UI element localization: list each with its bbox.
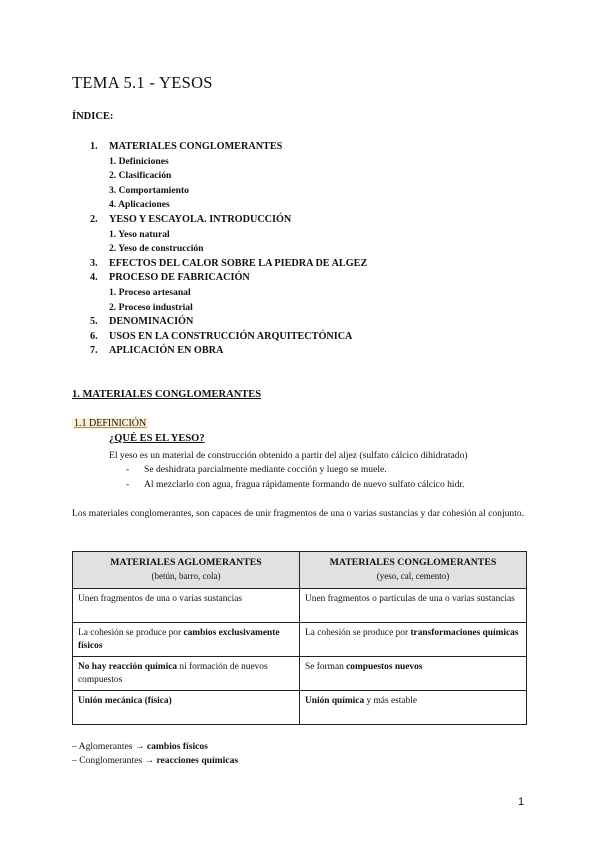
table-cell: Unen fragmentos de una o varias sustancias [73,589,300,623]
toc-subitem: 3. Comportamiento [109,184,189,196]
toc-item: 1. MATERIALES CONGLOMERANTES [90,141,283,152]
definition-block [109,449,539,492]
note-line: – Conglomerantes → reacciones químicas [72,755,239,767]
bullet-item: - Al mezclarlo con agua, fragua rápidamente formando de nuevo sulfato cálcico hidr. [126,478,465,490]
section-heading: 1. MATERIALES CONGLOMERANTES [72,389,262,400]
table-row [73,589,527,623]
table-cell: La cohesión se produce por cambios exclusivamente físicos [73,623,300,657]
question-heading: ¿QUÉ ES EL YESO? [109,433,205,444]
toc-item: 6. USOS EN LA CONSTRUCCIÓN ARQUITECTÓNICA [90,330,353,342]
toc-subitem: 1. Yeso natural [109,228,170,240]
table-row [73,691,527,725]
toc-item: 3. EFECTOS DEL CALOR SOBRE LA PIEDRA DE ALGEZ [90,257,368,269]
table-row [73,657,527,691]
table-header-cell: MATERIALES CONGLOMERANTES (yeso, cal, cemento) [300,552,527,589]
table-header-row [73,552,527,589]
note-line: – Aglomerantes → cambios físicos [72,741,208,752]
subsection-heading: 1.1 DEFINICIÓN [74,418,147,429]
comparison-table [72,551,527,725]
page-title: TEMA 5.1 - YESOS [72,73,213,92]
bullet-item: - Se deshidrata parcialmente mediante cocción y luego se muele. [126,464,387,476]
intro-paragraph: Los materiales conglomerantes, son capaces de unir fragmentos de una o varias sustancias y dar cohesión al conjunto. [72,508,525,519]
toc-subitem: 2. Yeso de construcción [109,243,204,255]
toc-subitem: 4. Aplicaciones [109,199,170,211]
toc-subitem: 2. Proceso industrial [109,301,193,313]
table-cell: Unión química y más estable [300,691,527,725]
toc-item: 4. PROCESO DE FABRICACIÓN [90,272,250,284]
index-label: ÍNDICE: [72,111,114,122]
toc-subitem: 2. Clasificación [109,170,172,182]
table-cell: Unen fragmentos o partículas de una o varias sustancias [300,589,527,623]
toc-item: 5. DENOMINACIÓN [90,316,194,328]
toc-subitem: 1. Proceso artesanal [109,286,191,298]
table-row [73,623,527,657]
page-number: 1 [518,796,525,808]
table-of-contents [90,140,367,359]
table-header-cell: MATERIALES AGLOMERANTES (betún, barro, cola) [73,552,300,589]
definition-text: El yeso es un material de construcción obtenido a partir del aljez (sulfato cálcico dihidratado) [109,450,468,461]
table-cell: La cohesión se produce por transformaciones químicas [300,623,527,657]
table-cell: No hay reacción química ni formación de nuevos compuestos [73,657,300,691]
table-cell: Se forman compuestos nuevos [300,657,527,691]
toc-item: 7. APLICACIÓN EN OBRA [90,345,224,357]
toc-subitem: 1. Definiciones [109,155,169,167]
table-cell: Unión mecánica (física) [73,691,300,725]
summary-notes [72,740,238,768]
toc-item: 2. YESO Y ESCAYOLA. INTRODUCCIÓN [90,213,292,225]
